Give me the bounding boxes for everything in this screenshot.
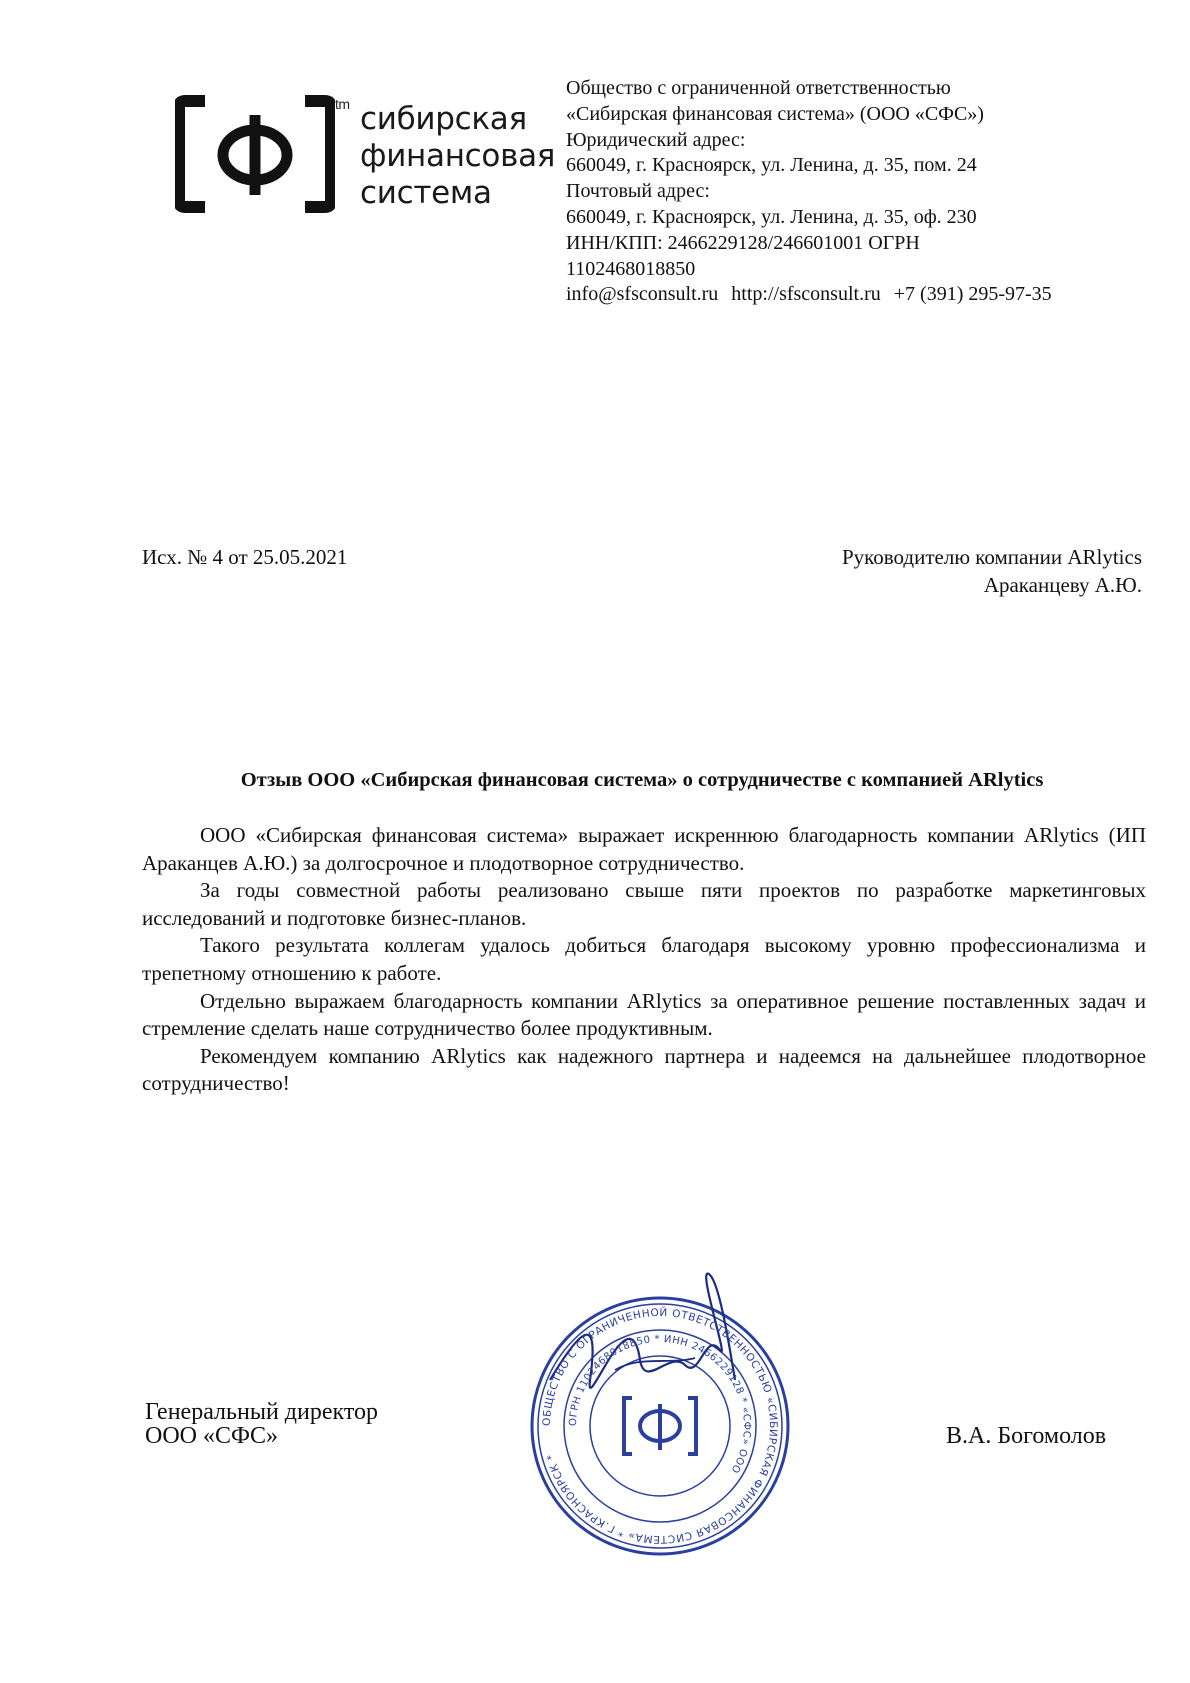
addressee-block [842, 543, 1142, 599]
requisites-line: Юридический адрес: [566, 128, 746, 151]
phi-bracket-logo-icon [175, 95, 335, 213]
body-paragraph: ООО «Сибирская финансовая система» выражает искреннюю благодарность компании ARlytics (ИП Араканцев А.Ю.) за долгосрочное и плодотворное сотрудничество. [142, 823, 1146, 875]
body-paragraph: Рекомендуем компанию ARlytics как надежного партнера и надеемся на дальнейшее плодотворное сотрудничество! [142, 1043, 1146, 1096]
requisites-line: 1102468018850 [566, 257, 696, 280]
addressee-line: Руководителю компании ARlytics [841, 545, 1142, 569]
requisites-line: «Сибирская финансовая система» (ООО «СФС») [566, 102, 984, 125]
letter-body [142, 822, 1146, 1098]
email-text: info@sfsconsult.ru [566, 283, 719, 306]
logo-word: финансовая [360, 138, 556, 174]
position-line: ООО «СФС» [145, 1423, 278, 1449]
logo-word: система [360, 175, 492, 211]
round-seal-icon [520, 1270, 800, 1570]
addressee-line: Араканцеву А.Ю. [983, 573, 1142, 597]
requisites-line: ИНН/КПП: 2466229128/246601001 ОГРН [566, 231, 920, 254]
phone-text: +7 (391) 295-97-35 [893, 283, 1052, 306]
requisites-line: Общество с ограниченной ответственностью [566, 77, 951, 99]
signer-name: В.А. Богомолов [946, 1423, 1107, 1449]
body-paragraph: За годы совместной работы реализовано свыше пяти проектов по разработке маркетинговых исследований и подготовке бизнес-планов. [142, 878, 1146, 930]
body-paragraph: Отдельно выражаем благодарность компании ARlytics за оперативное решение поставленных задач и стремление сделать наше сотрудничество более продуктивным. [142, 988, 1146, 1041]
signatory-position [145, 1400, 378, 1448]
requisites-line: 660049, г. Красноярск, ул. Ленина, д. 35, пом. 24 [566, 154, 977, 177]
trademark-sign: tm [335, 96, 350, 112]
company-requisites [566, 76, 1126, 308]
logo-word: сибирская [360, 101, 527, 137]
requisites-line: Почтовый адрес: [566, 180, 710, 203]
company-logo [175, 95, 556, 220]
company-stamp [520, 1270, 800, 1570]
contacts-line [566, 282, 1126, 308]
website-text: http://sfsconsult.ru [731, 283, 881, 306]
letter-title: Отзыв ООО «Сибирская финансовая система» о сотрудничестве с компанией ARlytics [240, 769, 1044, 791]
body-paragraph: Такого результата коллегам удалось добиться благодаря высокому уровню профессионализма и трепетному отношению к работе. [142, 933, 1146, 985]
logo-wordmark [360, 101, 555, 212]
stamp-outer-text: ОБЩЕСТВО С ОГРАНИЧЕННОЙ ОТВЕТСТВЕННОСТЬЮ «СИБИРСКАЯ ФИНАНСОВАЯ СИСТЕМА» * Г.КРАСНОЯРСК * [540, 1306, 780, 1546]
position-line: Генеральный директор [145, 1399, 379, 1425]
stamp-inner-text: ОГРН 1102468018850 * ИНН 2466229128 * «СФС» ООО [567, 1333, 753, 1476]
requisites-line: 660049, г. Красноярск, ул. Ленина, д. 35, оф. 230 [566, 205, 977, 228]
outgoing-reference: Исх. № 4 от 25.05.2021 [142, 545, 348, 569]
